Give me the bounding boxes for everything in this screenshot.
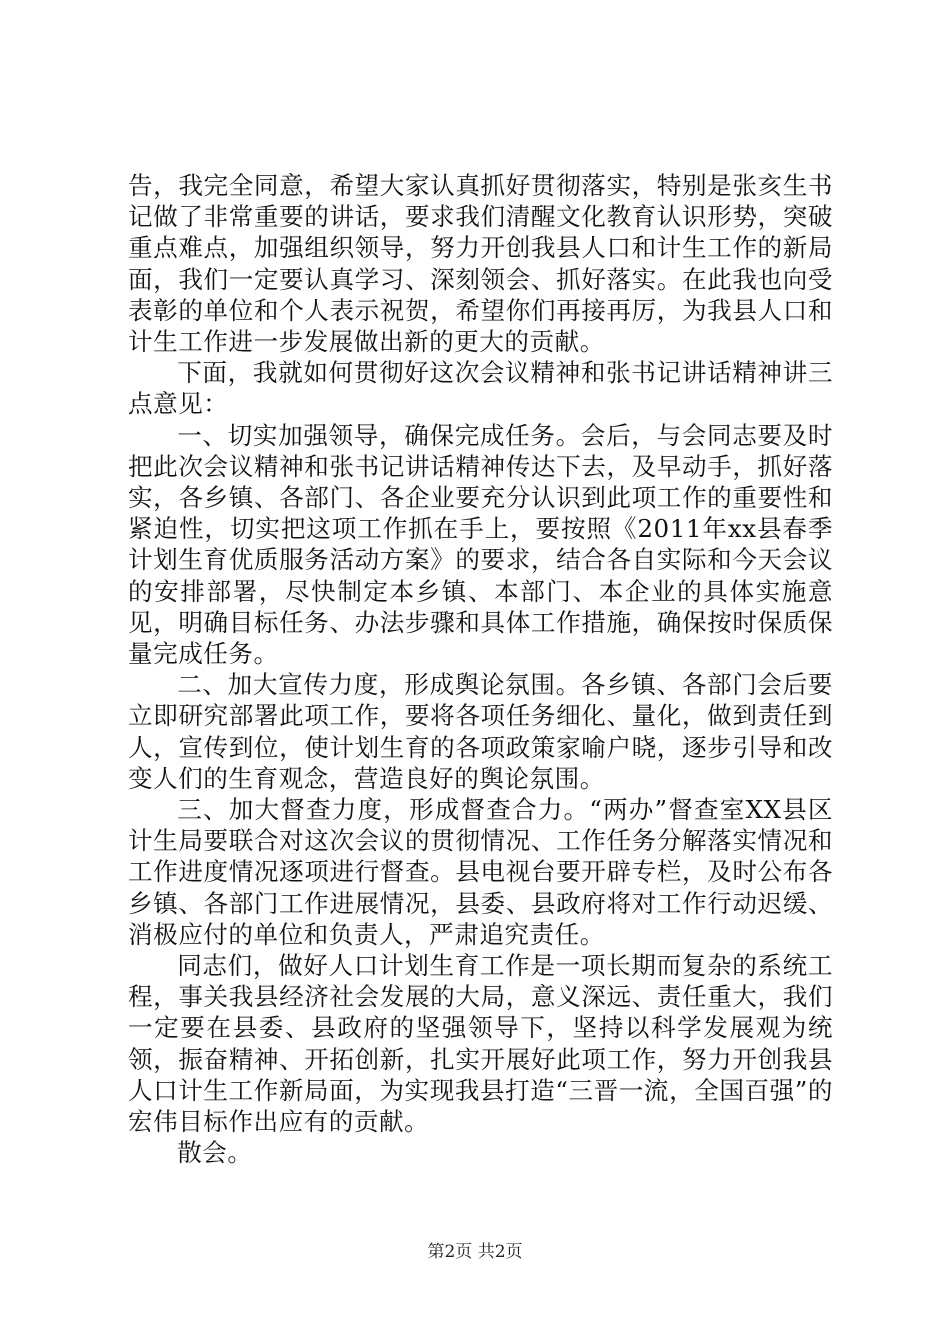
paragraph-intro: 下面，我就如何贯彻好这次会议精神和张书记讲话精神讲三点意见： bbox=[128, 358, 833, 419]
document-body bbox=[128, 170, 833, 1169]
page-footer: 第2页 共2页 bbox=[427, 1242, 523, 1262]
paragraph-conclusion: 同志们，做好人口计划生育工作是一项长期而复杂的系统工程，事关我县经济社会发展的大局，意义深远、责任重大，我们一定要在县委、县政府的坚强领导下，坚持以科学发展观为统领，振奋精神、开拓创新，扎实开展好此项工作，努力开创我县人口计生工作新局面，为实现我县打造“三晋一流，全国百强”的宏伟目标作出应有的贡献。 bbox=[128, 951, 833, 1137]
paragraph-continuation: 告，我完全同意，希望大家认真抓好贯彻落实，特别是张亥生书记做了非常重要的讲话，要求我们清醒文化教育认识形势，突破重点难点，加强组织领导，努力开创我县人口和计生工作的新局面，我们一定要认真学习、深刻领会、抓好落实。在此我也向受表彰的单位和个人表示祝贺，希望你们再接再厉，为我县人口和计生工作进一步发展做出新的更大的贡献。 bbox=[128, 171, 833, 357]
paragraph-point-three: 三、加大督查力度，形成督查合力。“两办”督查室XX县区计生局要联合对这次会议的贯彻情况、工作任务分解落实情况和工作进度情况逐项进行督查。县电视台要开辟专栏，及时公布各乡镇、各部门工作进展情况，县委、县政府将对工作行动迟缓、消极应付的单位和负责人，严肃追究责任。 bbox=[128, 795, 833, 949]
paragraph-closing: 散会。 bbox=[177, 1138, 253, 1168]
paragraph-point-two: 二、加大宣传力度，形成舆论氛围。各乡镇、各部门会后要立即研究部署此项工作，要将各项任务细化、量化，做到责任到人，宣传到位，使计划生育的各项政策家喻户晓，逐步引导和改变人们的生育观念，营造良好的舆论氛围。 bbox=[128, 670, 833, 793]
paragraph-point-one: 一、切实加强领导，确保完成任务。会后，与会同志要及时把此次会议精神和张书记讲话精神传达下去，及早动手，抓好落实，各乡镇、各部门、各企业要充分认识到此项工作的重要性和紧迫性，切实把这项工作抓在手上，要按照《2011年xx县春季计划生育优质服务活动方案》的要求，结合各自实际和今天会议的安排部署，尽快制定本乡镇、本部门、本企业的具体实施意见，明确目标任务、办法步骤和具体工作措施，确保按时保质保量完成任务。 bbox=[128, 420, 833, 669]
